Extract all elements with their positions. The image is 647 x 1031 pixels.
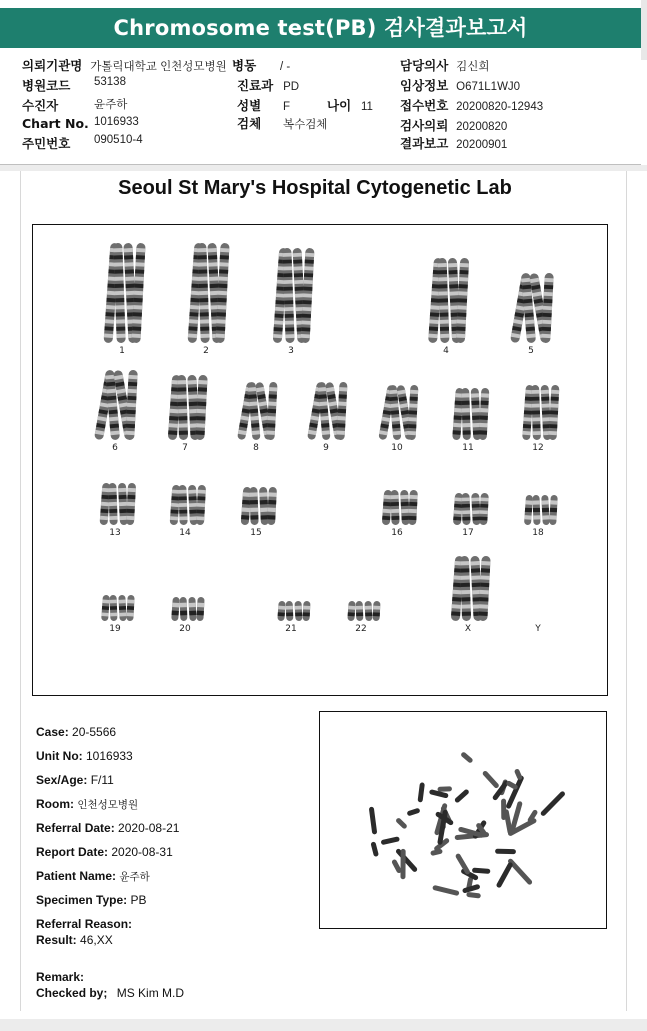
metaphase-chromosomes xyxy=(369,751,566,898)
specimen-type-row xyxy=(36,893,147,907)
chromosome-pair-4 xyxy=(428,258,469,343)
patient-info-panel xyxy=(0,52,641,165)
age-value: 11 xyxy=(360,101,373,113)
id-value: 090510-4 xyxy=(94,134,143,146)
institution-value: 가톨릭대학교 인천성모병원 xyxy=(90,61,227,73)
chromosome-label: 19 xyxy=(109,624,121,634)
specimen-label: 검체 xyxy=(237,116,262,131)
page-border-right xyxy=(626,171,627,1011)
patient-name-value: 윤주하 xyxy=(119,871,150,883)
section-divider xyxy=(0,165,647,171)
institution-row xyxy=(22,56,227,74)
unit-value: 1016933 xyxy=(86,749,133,763)
case-value: 20-5566 xyxy=(72,725,117,739)
specimen-row xyxy=(237,114,327,132)
institution-label: 의뢰기관명 xyxy=(22,58,83,73)
result-report-label: 결과보고 xyxy=(400,136,449,151)
chromosome-pair-1 xyxy=(104,243,146,343)
request-value: 20200820 xyxy=(456,121,508,133)
chromosome-label: 2 xyxy=(203,346,209,356)
case-row xyxy=(36,725,116,739)
hospital-code-value: 53138 xyxy=(94,76,126,88)
chart-no-row xyxy=(22,116,139,131)
chromosome-pair-13 xyxy=(100,483,137,525)
chart-no-label: Chart No. xyxy=(22,116,89,131)
chromosome-pair-17 xyxy=(453,493,489,525)
karyogram-panel xyxy=(32,224,608,696)
chromosome-pair-15 xyxy=(241,487,277,525)
ward-value: / - xyxy=(279,61,291,73)
sex-value: F xyxy=(282,101,291,113)
id-row xyxy=(22,134,143,152)
patient-name-row xyxy=(36,869,150,884)
chromosome-label: 6 xyxy=(112,443,118,453)
report-date-value: 2020-08-31 xyxy=(111,845,173,859)
ward-label: 병동 xyxy=(232,58,257,73)
checked-by-row xyxy=(36,986,184,1000)
sexage-value: F/11 xyxy=(90,773,114,787)
karyogram-image xyxy=(33,225,607,695)
patient-value: 윤주하 xyxy=(94,99,128,111)
patient-row xyxy=(22,96,128,114)
page-footer-bar xyxy=(0,1019,647,1031)
chromosome-label: 10 xyxy=(391,443,403,453)
report-date-label: Report Date: xyxy=(36,845,109,859)
referral-reason-label: Referral Reason: xyxy=(36,917,133,931)
lab-title: Seoul St Mary's Hospital Cytogenetic Lab xyxy=(118,177,512,199)
chromosome-pair-12 xyxy=(522,385,559,440)
chromosome-label: 17 xyxy=(462,528,474,538)
chromosome-pair-6 xyxy=(94,370,138,441)
chromosome-label: Y xyxy=(535,624,541,634)
specimen-type-label: Specimen Type: xyxy=(36,893,128,907)
sexage-row xyxy=(36,773,114,787)
report-title-banner xyxy=(0,8,641,48)
chromosome-label: 14 xyxy=(179,528,191,538)
chromosome-label: 16 xyxy=(391,528,403,538)
chromosome-pair-9 xyxy=(307,382,347,441)
result-row xyxy=(36,933,113,947)
age-label: 나이 xyxy=(327,98,352,113)
chromosome-label: 4 xyxy=(443,346,449,356)
referral-date-label: Referral Date: xyxy=(36,821,115,835)
report-date-row xyxy=(36,845,173,859)
chromosome-label: 20 xyxy=(179,624,191,634)
chromosome-pair-5 xyxy=(510,273,554,344)
doctor-value: 김신희 xyxy=(456,61,490,73)
chromosome-label: 12 xyxy=(532,443,544,453)
chromosome-pair-X xyxy=(451,556,491,621)
chromosome-pair-10 xyxy=(378,385,418,441)
chromosome-pair-21 xyxy=(277,601,310,621)
chromosome-pair-8 xyxy=(237,382,277,441)
age-row xyxy=(327,96,373,114)
receipt-value: 20200820-12943 xyxy=(456,101,544,113)
department-label: 진료과 xyxy=(237,78,274,93)
chromosome-pair-7 xyxy=(168,375,208,440)
chromosome-label: 15 xyxy=(250,528,262,538)
sex-label: 성별 xyxy=(237,98,262,113)
chromosome-label: 22 xyxy=(355,624,367,634)
chromosome-label: X xyxy=(464,624,472,634)
chromosome-pair-22 xyxy=(347,601,380,621)
room-row xyxy=(36,797,138,812)
ward-row xyxy=(232,56,290,74)
chromosome-pair-19 xyxy=(101,595,135,621)
chromosome-label: 9 xyxy=(323,443,329,453)
chart-no-value: 1016933 xyxy=(94,116,139,128)
referral-reason-row xyxy=(36,917,132,931)
chromosome-pair-2 xyxy=(188,243,230,343)
chromosome-pair-11 xyxy=(452,388,489,440)
clinical-info-label: 임상정보 xyxy=(400,78,449,93)
chromosome-pair-3 xyxy=(273,248,315,343)
receipt-label: 접수번호 xyxy=(400,98,449,113)
result-report-value: 20200901 xyxy=(456,139,508,151)
unit-row xyxy=(36,749,133,763)
result-label: Result: xyxy=(36,933,77,947)
doctor-label: 담당의사 xyxy=(400,58,449,73)
room-label: Room: xyxy=(36,797,74,811)
page-border-left xyxy=(20,171,21,1011)
chromosome-pair-18 xyxy=(524,495,558,525)
remark-row xyxy=(36,970,84,984)
result-value: 46,XX xyxy=(80,933,113,947)
chromosome-label: 13 xyxy=(109,528,121,538)
department-row xyxy=(237,76,299,94)
doctor-row xyxy=(400,56,489,74)
clinical-info-row xyxy=(400,76,520,94)
room-value: 인천성모병원 xyxy=(77,799,139,811)
department-value: PD xyxy=(283,81,300,93)
chromosome-label: 1 xyxy=(119,346,125,356)
patient-label: 수진자 xyxy=(22,98,59,113)
chromosome-label: 21 xyxy=(285,624,297,634)
hospital-code-row xyxy=(22,76,126,94)
metaphase-panel xyxy=(319,711,607,929)
checked-by-label: Checked by; xyxy=(36,986,108,1000)
referral-date-value: 2020-08-21 xyxy=(118,821,180,835)
chromosome-label: 5 xyxy=(528,346,534,356)
case-label: Case: xyxy=(36,725,69,739)
chromosome-pair-16 xyxy=(382,490,418,525)
referral-date-row xyxy=(36,821,179,835)
report-title: Chromosome test(PB) 검사결과보고서 xyxy=(113,16,528,40)
result-report-row xyxy=(400,134,507,152)
request-row xyxy=(400,116,507,134)
specimen-type-value: PB xyxy=(130,893,147,907)
page-edge xyxy=(641,0,647,60)
patient-name-label: Patient Name: xyxy=(36,869,117,883)
request-label: 검사의뢰 xyxy=(400,118,449,133)
sexage-label: Sex/Age: xyxy=(36,773,88,787)
id-label: 주민번호 xyxy=(22,136,71,151)
unit-label: Unit No: xyxy=(36,749,83,763)
chromosome-pair-20 xyxy=(171,597,204,621)
chromosome-label: 3 xyxy=(288,346,294,356)
checked-by-value: MS Kim M.D xyxy=(116,986,185,1000)
chromosome-label: 11 xyxy=(462,443,474,453)
sex-row xyxy=(237,96,290,114)
chromosome-pair-14 xyxy=(170,485,206,525)
hospital-code-label: 병원코드 xyxy=(22,78,71,93)
chromosome-label: 8 xyxy=(253,443,259,453)
metaphase-spread-image xyxy=(320,712,606,928)
chromosome-label: 18 xyxy=(532,528,544,538)
chromosome-label: 7 xyxy=(182,443,188,453)
remark-label: Remark: xyxy=(36,970,85,984)
specimen-value: 복수검체 xyxy=(282,119,328,131)
receipt-row xyxy=(400,96,543,114)
clinical-info-value: O671L1WJ0 xyxy=(456,81,521,93)
